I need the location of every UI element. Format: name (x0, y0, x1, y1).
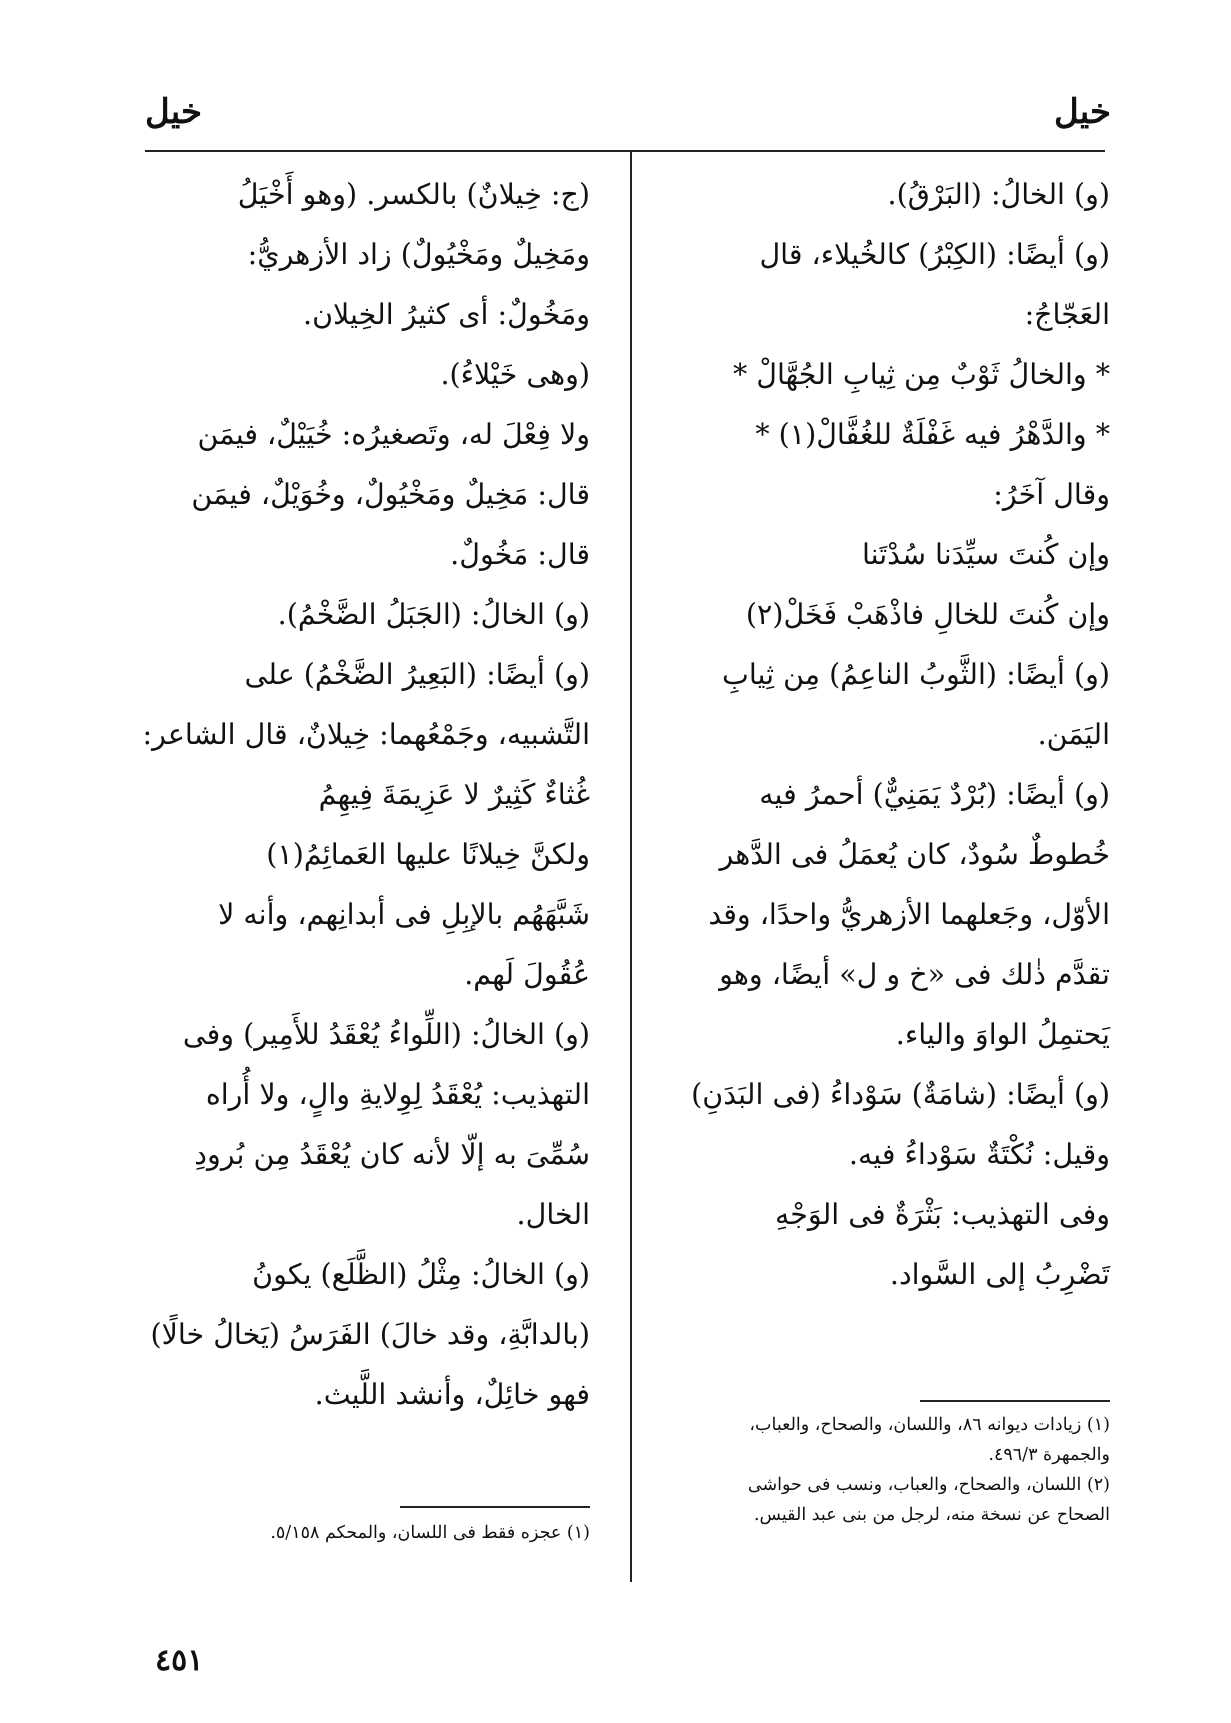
text-line: (و) أيضًا: (بُرْدٌ يَمَنِيٌّ) أحمرُ فيه (759, 778, 1110, 811)
verse-line: وإن كُنتَ للخالِ فاذْهَبْ فَخَلْ(٢) (745, 598, 1110, 631)
footnotes-left (150, 1518, 590, 1548)
page-number: ٤٥١ (155, 1643, 204, 1678)
text-line: (و) أيضًا: (شامَةٌ) سَوْداءُ (فى البَدَنِ) (691, 1078, 1110, 1111)
running-header-right: خيل (1053, 92, 1111, 132)
text-line: (وهى خَيْلاءُ). (440, 358, 590, 391)
footnote-line: (١) عجزه فقط فى اللسان، والمحكم ٥/١٥٨. (270, 1523, 590, 1543)
text-line: الخال. (516, 1198, 590, 1231)
footnotes-right (670, 1410, 1110, 1530)
text-line: العَجّاجُ: (1024, 298, 1110, 331)
text-line: يَحتمِلُ الواوَ والياء. (895, 1018, 1110, 1051)
text-line: تَضْرِبُ إلى السَّواد. (889, 1258, 1110, 1291)
text-line: وقال آخَرُ: (993, 478, 1110, 511)
verse-line: وإن كُنتَ سيِّدَنا سُدْتَنا (861, 538, 1110, 571)
header-rule (145, 150, 1105, 152)
text-line: (و) أيضًا: (الثَّوبُ الناعِمُ) مِن ثِيابِ (721, 658, 1110, 691)
left-column (142, 165, 590, 1425)
text-line: (و) الخالُ: (الجَبَلُ الضَّخْمُ). (277, 598, 590, 631)
text-line: قال: مَخُولٌ. (450, 538, 590, 571)
footnote-rule-right (920, 1400, 1110, 1402)
footnote-line: (٢) اللسان، والصحاح، والعباب، ونسب فى حواشى (747, 1475, 1110, 1495)
footnote-line: (١) زيادات ديوانه ٨٦، واللسان، والصحاح، والعباب، (749, 1415, 1110, 1435)
text-line: ومَخُولٌ: أى كثيرُ الخِيلان. (303, 298, 590, 331)
running-header-left: خيل (145, 92, 203, 132)
text-line: ولا فِعْلَ له، وتَصغيرُه: خُيَيْلٌ، فيمَن (197, 418, 590, 451)
text-line: (و) أيضًا: (الكِبْرُ) كالخُيلاء، قال (759, 238, 1110, 271)
text-line: فهو خائِلٌ، وأنشد اللَّيث. (314, 1378, 590, 1411)
text-line: خُطوطٌ سُودٌ، كان يُعمَلُ فى الدَّهر (719, 838, 1110, 871)
text-line: سُمِّىَ به إلّا لأنه كان يُعْقَدُ مِن بُرودِ (194, 1138, 590, 1171)
text-line: التهذيب: يُعْقَدُ لِوِلايةِ والٍ، ولا أُراه (205, 1078, 590, 1111)
verse-line: * والخالُ ثَوْبٌ مِن ثِيابِ الجُهَّالْ * (732, 358, 1110, 391)
text-line: (و) الخالُ: (اللِّواءُ يُعْقَدُ للأَمِير) وفى (182, 1018, 590, 1051)
text-line: (و) الخالُ: مِثْلُ (الظَّلَع) يكونُ (252, 1258, 590, 1291)
column-separator (630, 152, 632, 1582)
verse-line: ولكنَّ خِيلانًا عليها العَمائِمُ(١) (266, 838, 590, 871)
text-line: وقيل: نُكْتَةٌ سَوْداءُ فيه. (848, 1138, 1110, 1171)
text-line: التَّشبيه، وجَمْعُهما: خِيلانٌ، قال الشاعر: (142, 718, 590, 751)
footnote-rule-left (400, 1506, 590, 1508)
text-line: شَبَّهَهُم بالإبِلِ فى أبدانِهم، وأنه لا (218, 898, 590, 931)
text-line: (و) الخالُ: (البَرْقُ). (887, 178, 1110, 211)
text-line: اليَمَن. (1037, 718, 1110, 751)
text-line: (ج: خِيلانٌ) بالكسر. (وهو أَخْيَلُ (237, 178, 590, 211)
verse-line: * والدَّهْرُ فيه غَفْلَةٌ للغُفَّالْ(١) * (755, 418, 1110, 451)
verse-line: غُثاءٌ كَثِيرٌ لا عَزِيمَةَ فِيهِمُ (318, 778, 590, 811)
footnote-line: والجمهرة ٤٩٦/٣. (988, 1445, 1110, 1465)
text-line: الأوّل، وجَعلهما الأزهريُّ واحدًا، وقد (708, 898, 1110, 931)
text-line: عُقُولَ لَهم. (464, 958, 590, 991)
right-column (670, 165, 1110, 1305)
text-line: وفى التهذيب: بَثْرَةٌ فى الوَجْهِ (775, 1198, 1110, 1231)
text-line: (بالدابَّةِ، وقد خالَ) الفَرَسُ (يَخالُ خالًا) (150, 1318, 590, 1351)
text-line: (و) أيضًا: (البَعِيرُ الضَّخْمُ) على (244, 658, 590, 691)
text-line: ومَخِيلٌ ومَخْيُولٌ) زاد الأزهريُّ: (247, 238, 590, 271)
footnote-line: الصحاح عن نسخة منه، لرجل من بنى عبد القيس. (753, 1505, 1110, 1525)
text-line: تقدَّم ذٰلك فى «خ و ل» أيضًا، وهو (719, 958, 1110, 991)
text-line: قال: مَخِيلٌ ومَخْيُولٌ، وخُوَيْلٌ، فيمَن (191, 478, 590, 511)
